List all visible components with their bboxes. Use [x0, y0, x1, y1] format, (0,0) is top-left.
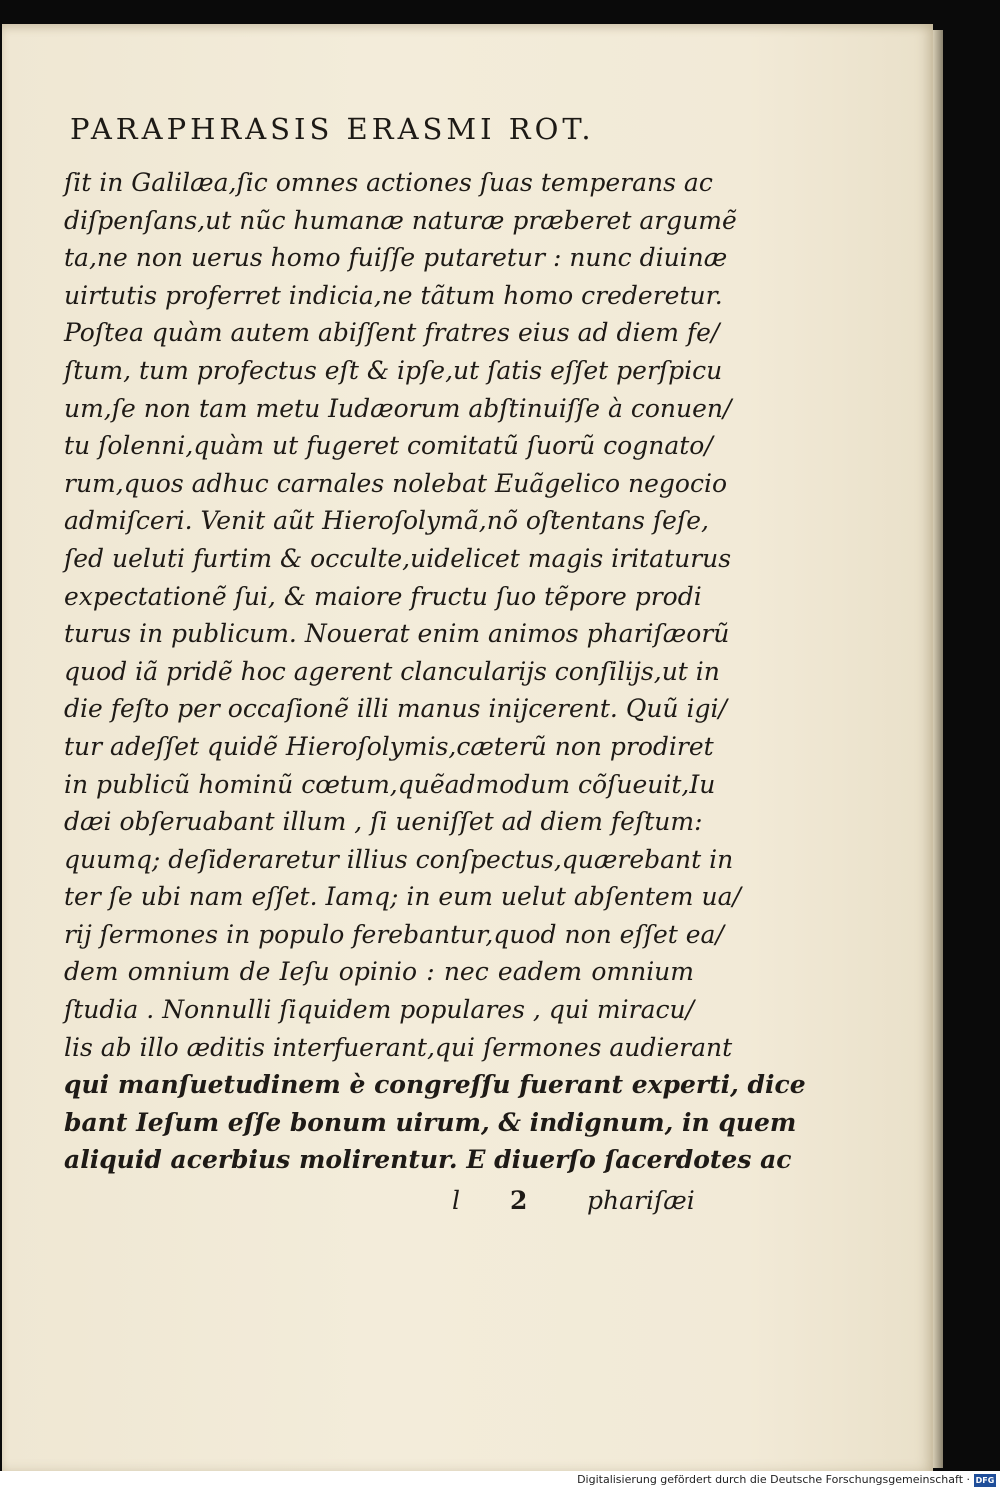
- text-line-23: ſtudia . Nonnulli ſiquidem populares , qui miracu/: [64, 995, 694, 1025]
- text-line-6: ſtum, tum profectus eſt & ipſe,ut ſatis eſſet perſpicu: [64, 355, 723, 385]
- text-line-8: tu ſolenni,quàm ut fugeret comitatũ ſuorũ cognato/: [64, 431, 713, 461]
- page-edge: [933, 30, 943, 1468]
- text-line-10: admiſceri. Venit aũt Hieroſolymã,nõ oſtentans ſeſe,: [64, 506, 709, 536]
- text-line-18: dæi obſeruabant illum , ſi ueniſſet ad diem feſtum:: [64, 807, 703, 837]
- text-line-12: expectationẽ ſui, & maiore fructu ſuo tẽpore prodi: [64, 581, 702, 611]
- text-line-9: rum,quos adhuc carnales nolebat Euãgelico negocio: [64, 468, 728, 498]
- text-line-11: ſed ueluti furtim & occulte,uidelicet magis iritaturus: [64, 543, 732, 573]
- dfg-logo-icon: DFG: [975, 1476, 995, 1485]
- text-line-25: qui manſuetudinem è congreſſu fuerant experti, dice: [64, 1070, 806, 1100]
- text-line-4: uirtutis proferret indicia,ne tãtum homo crederetur.: [64, 280, 723, 310]
- text-line-27: aliquid acerbius molirentur. E diuerſo ſacerdotes ac: [64, 1145, 792, 1175]
- text-line-22: dem omnium de Ieſu opinio : nec eadem omnium: [64, 957, 694, 987]
- text-line-13: turus in publicum. Nouerat enim animos phariſæorũ: [64, 619, 730, 649]
- text-line-14: quod iã pridẽ hoc agerent clancularijs conſilijs,ut in: [64, 656, 720, 686]
- text-line-19: quumq; deſideraretur illius conſpectus,quærebant in: [64, 844, 734, 874]
- text-line-17: in publicũ hominũ cœtum,quẽadmodum cõſueuit,Iu: [64, 769, 716, 799]
- text-line-26: bant Ieſum eſſe bonum uirum, & indignum, in quem: [64, 1107, 797, 1137]
- text-line-3: ta,ne non uerus homo fuiſſe putaretur : nunc diuinæ: [64, 243, 728, 273]
- funding-credit: Digitalisierung gefördert durch die Deutsche Forschungsgemeinschaft ·: [577, 1473, 970, 1486]
- text-line-7: um,ſe non tam metu Iudæorum abſtinuiſſe à conuen/: [64, 393, 732, 423]
- text-line-2: diſpenſans,ut nũc humanæ naturæ præberet argumẽ: [64, 205, 737, 235]
- book-page: [2, 24, 933, 1471]
- text-block: [64, 164, 806, 1179]
- text-line-15: die feſto per occaſionẽ illi manus inijcerent. Quũ igi/: [64, 694, 727, 724]
- text-line-24: lis ab illo æditis interfuerant,qui ſermones audierant: [64, 1032, 733, 1062]
- footer-bar: [0, 1471, 1000, 1491]
- text-line-20: ter ſe ubi nam eſſet. Iamq; in eum uelut abſentem ua/: [64, 882, 741, 912]
- signature-number: 2: [509, 1186, 528, 1215]
- signature-letter: l: [452, 1186, 460, 1215]
- running-head: PARAPHRASIS ERASMI ROT.: [70, 112, 595, 146]
- catchword: phariſæi: [587, 1186, 695, 1215]
- text-line-21: rij ſermones in populo ferebantur,quod non eſſet ea/: [64, 919, 724, 949]
- text-line-5: Poſtea quàm autem abiſſent fratres eius ad diem fe/: [64, 318, 720, 348]
- text-line-16: tur adeſſet quidẽ Hieroſolymis,cæterũ non prodiret: [64, 731, 714, 761]
- text-line-1: ſit in Galilæa,ſic omnes actiones ſuas temperans ac: [64, 168, 713, 197]
